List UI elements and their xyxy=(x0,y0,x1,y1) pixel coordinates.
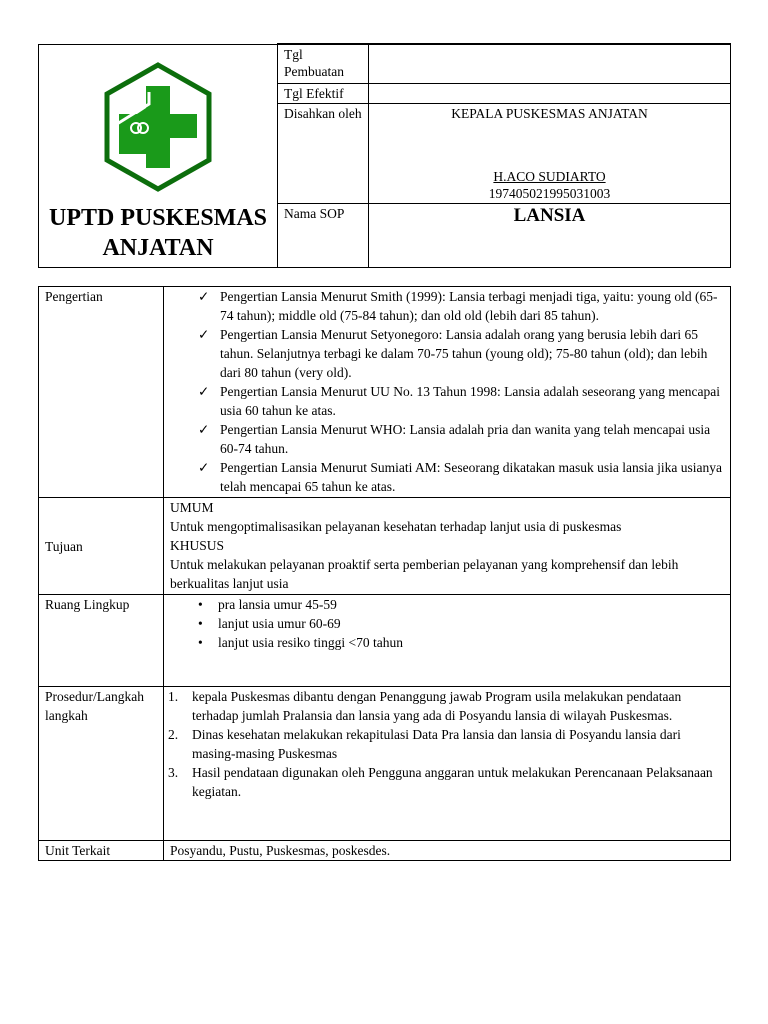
list-item: ✓ Pengertian Lansia Menurut UU No. 13 Tahun 1998: Lansia adalah seseorang yang mencapai usia 60 tahun ke atas. xyxy=(198,384,721,418)
org-name-line2: ANJATAN xyxy=(102,234,214,261)
list-item: ✓ Pengertian Lansia Menurut WHO: Lansia adalah pria dan wanita yang telah mencapai usia 60-74 tahun. xyxy=(198,422,711,456)
list-item: 2. Dinas kesehatan melakukan rekapitulasi Data Pra lansia dan lansia di Posyandu lansia dari masing-masing Puskesmas xyxy=(168,727,681,761)
checkmark-icon: ✓ xyxy=(198,422,210,437)
nama-sop-label: Nama SOP xyxy=(278,203,369,268)
puskesmas-logo-icon xyxy=(103,62,213,192)
tujuan-umum-heading: UMUM xyxy=(170,500,214,515)
prosedur-content xyxy=(164,687,731,841)
bullet-icon: • xyxy=(198,597,203,612)
sop-title: LANSIA xyxy=(513,204,586,226)
org-name xyxy=(39,203,277,263)
checkmark-icon: ✓ xyxy=(198,460,210,475)
unit-terkait-value: Posyandu, Pustu, Puskesmas, poskesdes. xyxy=(164,841,731,861)
list-item: 3. Hasil pendataan digunakan oleh Pengguna anggaran untuk melakukan Perencanaan Pelaksanaan kegiatan. xyxy=(168,765,713,799)
pengertian-label: Pengertian xyxy=(39,287,164,498)
sop-body-table xyxy=(38,286,731,861)
tgl-efektif-label: Tgl Efektif xyxy=(278,83,369,103)
bullet-icon: • xyxy=(198,635,203,650)
unit-terkait-label: Unit Terkait xyxy=(39,841,164,861)
ruang-lingkup-list xyxy=(170,595,724,652)
list-item: ✓ Pengertian Lansia Menurut Smith (1999): Lansia terbagi menjadi tiga, yaitu: young old (65-74 tahun); middle old (75-84 tahun); dan old old (lebih dari 85 tahun). xyxy=(198,289,718,323)
disahkan-label: Disahkan oleh xyxy=(278,103,369,203)
list-item: 1. kepala Puskesmas dibantu dengan Penanggung jawab Program usila melakukan pendataan terhadap jumlah Pralansia dan lansia yang ada di Posyandu lansia di wilayah Puskesmas. xyxy=(168,689,682,723)
approval-cell xyxy=(369,103,731,203)
list-item: • lanjut usia resiko tinggi <70 tahun xyxy=(198,635,403,650)
ruang-lingkup-content xyxy=(164,595,731,687)
bullet-icon: • xyxy=(198,616,203,631)
tujuan-umum-text: Untuk mengoptimalisasikan pelayanan kesehatan terhadap lanjut usia di puskesmas xyxy=(170,519,622,534)
header-table xyxy=(38,43,731,268)
nama-sop-cell xyxy=(369,203,731,268)
org-name-line1: UPTD PUSKESMAS xyxy=(48,204,268,231)
tujuan-label: Tujuan xyxy=(39,498,164,595)
list-item: • pra lansia umur 45-59 xyxy=(198,597,337,612)
logo-cell xyxy=(39,44,278,268)
prosedur-label: Prosedur/Langkah langkah xyxy=(39,687,164,841)
checkmark-icon: ✓ xyxy=(198,384,210,399)
tujuan-khusus-heading: KHUSUS xyxy=(170,538,225,553)
list-item: • lanjut usia umur 60-69 xyxy=(198,616,341,631)
signer-name: H.ACO SUDIARTO xyxy=(493,168,606,184)
tgl-pembuatan-label: Tgl Pembuatan xyxy=(278,44,369,83)
prosedur-list xyxy=(170,687,724,801)
tujuan-content xyxy=(164,498,731,595)
signer-nip: 197405021995031003 xyxy=(488,185,611,201)
ruang-lingkup-label: Ruang Lingkup xyxy=(39,595,164,687)
list-item: ✓ Pengertian Lansia Menurut Setyonegoro: Lansia adalah orang yang berusia lebih dari 65 tahun. Selanjutnya terbagi ke dalam 70-75 tahun (young old); 75-80 tahun (old); dan lebih dari 80 tahun (very old). xyxy=(198,327,708,380)
approver-title: KEPALA PUSKESMAS ANJATAN xyxy=(451,105,648,121)
tgl-efektif-value xyxy=(369,83,731,103)
tgl-pembuatan-value xyxy=(369,44,731,83)
tujuan-khusus-text: Untuk melakukan pelayanan proaktif serta pemberian pelayanan yang komprehensif dan lebih berkualitas lanjut usia xyxy=(170,557,679,591)
pengertian-content xyxy=(164,287,731,498)
list-item: ✓ Pengertian Lansia Menurut Sumiati AM: Seseorang dikatakan masuk usia lansia jika usianya telah mencapai 65 tahun ke atas. xyxy=(198,460,723,494)
pengertian-list xyxy=(170,287,724,496)
checkmark-icon: ✓ xyxy=(198,289,210,304)
checkmark-icon: ✓ xyxy=(198,327,210,342)
